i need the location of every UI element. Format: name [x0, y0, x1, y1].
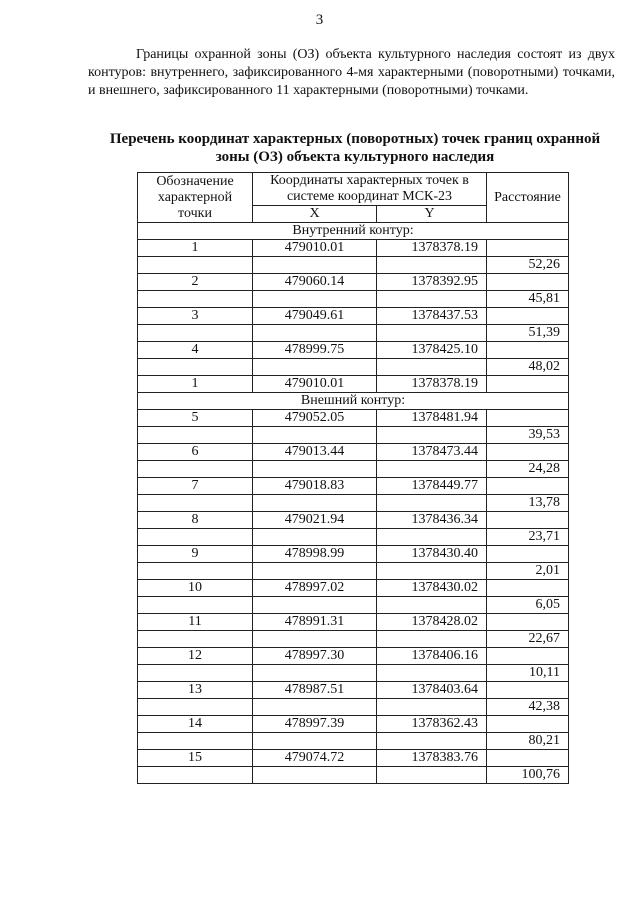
distance-row — [138, 597, 569, 614]
point-number: 8 — [138, 512, 253, 529]
empty-cell — [253, 495, 377, 512]
coord-y: 1378481.94 — [377, 410, 487, 427]
distance-value: 6,05 — [487, 597, 569, 614]
point-number: 11 — [138, 614, 253, 631]
point-number: 6 — [138, 444, 253, 461]
empty-cell — [377, 257, 487, 274]
point-row — [138, 682, 569, 699]
empty-cell — [253, 291, 377, 308]
distance-empty — [487, 444, 569, 461]
header-point: Обозначение характерной точки — [138, 173, 253, 223]
coord-x: 479010.01 — [253, 240, 377, 257]
distance-value: 100,76 — [487, 767, 569, 784]
distance-value: 42,38 — [487, 699, 569, 716]
distance-empty — [487, 478, 569, 495]
distance-empty — [487, 546, 569, 563]
empty-cell — [377, 665, 487, 682]
coord-y: 1378392.95 — [377, 274, 487, 291]
distance-empty — [487, 376, 569, 393]
coord-y: 1378425.10 — [377, 342, 487, 359]
coord-y: 1378362.43 — [377, 716, 487, 733]
point-row — [138, 478, 569, 495]
coord-y: 1378383.76 — [377, 750, 487, 767]
distance-row — [138, 359, 569, 376]
distance-row — [138, 699, 569, 716]
distance-row — [138, 631, 569, 648]
distance-empty — [487, 512, 569, 529]
point-row — [138, 716, 569, 733]
distance-row — [138, 563, 569, 580]
distance-empty — [487, 750, 569, 767]
empty-cell — [253, 461, 377, 478]
empty-cell — [377, 529, 487, 546]
coord-x: 478991.31 — [253, 614, 377, 631]
empty-cell — [138, 529, 253, 546]
point-number: 2 — [138, 274, 253, 291]
intro-text: Границы охранной зоны (ОЗ) объекта культурного наследия состоят из двух контуров: внутреннего, зафиксированного 4-мя характерными (поворотными) точками, и внешнего, зафиксированного 11 характерными (поворотными) точками. — [88, 47, 615, 98]
point-number: 3 — [138, 308, 253, 325]
coord-y: 1378473.44 — [377, 444, 487, 461]
distance-empty — [487, 342, 569, 359]
distance-value: 39,53 — [487, 427, 569, 444]
header-y: Y — [377, 206, 487, 223]
empty-cell — [253, 699, 377, 716]
empty-cell — [138, 427, 253, 444]
empty-cell — [377, 699, 487, 716]
distance-value: 24,28 — [487, 461, 569, 478]
distance-empty — [487, 274, 569, 291]
distance-empty — [487, 648, 569, 665]
distance-value: 45,81 — [487, 291, 569, 308]
section-title: Внешний контур: — [138, 393, 569, 410]
distance-empty — [487, 410, 569, 427]
empty-cell — [138, 495, 253, 512]
empty-cell — [377, 597, 487, 614]
coord-x: 479074.72 — [253, 750, 377, 767]
distance-value: 52,26 — [487, 257, 569, 274]
empty-cell — [138, 359, 253, 376]
empty-cell — [377, 733, 487, 750]
empty-cell — [377, 325, 487, 342]
distance-value: 48,02 — [487, 359, 569, 376]
point-number: 14 — [138, 716, 253, 733]
empty-cell — [377, 495, 487, 512]
distance-row — [138, 461, 569, 478]
distance-value: 2,01 — [487, 563, 569, 580]
distance-value: 80,21 — [487, 733, 569, 750]
coord-x: 478997.39 — [253, 716, 377, 733]
distance-row — [138, 427, 569, 444]
point-row — [138, 648, 569, 665]
empty-cell — [253, 257, 377, 274]
point-row — [138, 308, 569, 325]
point-number: 15 — [138, 750, 253, 767]
point-number: 12 — [138, 648, 253, 665]
empty-cell — [377, 291, 487, 308]
empty-cell — [138, 699, 253, 716]
coord-y: 1378428.02 — [377, 614, 487, 631]
empty-cell — [253, 359, 377, 376]
coord-x: 479021.94 — [253, 512, 377, 529]
table-header-row — [138, 173, 569, 206]
empty-cell — [253, 529, 377, 546]
point-row — [138, 376, 569, 393]
distance-value: 51,39 — [487, 325, 569, 342]
point-number: 5 — [138, 410, 253, 427]
distance-empty — [487, 580, 569, 597]
distance-row — [138, 291, 569, 308]
point-number: 1 — [138, 376, 253, 393]
coord-x: 479052.05 — [253, 410, 377, 427]
section-row — [138, 223, 569, 240]
empty-cell — [138, 597, 253, 614]
point-number: 1 — [138, 240, 253, 257]
empty-cell — [253, 427, 377, 444]
coord-x: 479018.83 — [253, 478, 377, 495]
empty-cell — [138, 291, 253, 308]
point-number: 7 — [138, 478, 253, 495]
point-row — [138, 512, 569, 529]
point-row — [138, 750, 569, 767]
intro-paragraph — [88, 46, 615, 100]
coord-y: 1378403.64 — [377, 682, 487, 699]
distance-row — [138, 733, 569, 750]
coord-x: 479010.01 — [253, 376, 377, 393]
header-x: X — [253, 206, 377, 223]
table-heading: Перечень координат характерных (поворотных) точек границ охранной зоны (ОЗ) объекта культурного наследия — [109, 131, 601, 165]
coord-y: 1378430.02 — [377, 580, 487, 597]
distance-empty — [487, 716, 569, 733]
coord-x: 479049.61 — [253, 308, 377, 325]
coordinates-table-body — [138, 173, 569, 784]
distance-empty — [487, 308, 569, 325]
header-distance: Расстояние — [487, 173, 569, 223]
distance-value: 13,78 — [487, 495, 569, 512]
distance-row — [138, 665, 569, 682]
empty-cell — [377, 359, 487, 376]
empty-cell — [253, 325, 377, 342]
point-row — [138, 444, 569, 461]
coord-y: 1378430.40 — [377, 546, 487, 563]
distance-value: 23,71 — [487, 529, 569, 546]
coord-x: 478999.75 — [253, 342, 377, 359]
coord-y: 1378406.16 — [377, 648, 487, 665]
coord-x: 478997.30 — [253, 648, 377, 665]
empty-cell — [138, 461, 253, 478]
empty-cell — [138, 563, 253, 580]
empty-cell — [138, 665, 253, 682]
empty-cell — [377, 461, 487, 478]
empty-cell — [253, 563, 377, 580]
empty-cell — [138, 631, 253, 648]
point-row — [138, 240, 569, 257]
point-row — [138, 580, 569, 597]
empty-cell — [138, 325, 253, 342]
coord-y: 1378378.19 — [377, 376, 487, 393]
point-row — [138, 614, 569, 631]
empty-cell — [377, 767, 487, 784]
distance-empty — [487, 682, 569, 699]
distance-value: 22,67 — [487, 631, 569, 648]
coord-x: 479013.44 — [253, 444, 377, 461]
distance-row — [138, 767, 569, 784]
coord-y: 1378378.19 — [377, 240, 487, 257]
section-row — [138, 393, 569, 410]
point-number: 10 — [138, 580, 253, 597]
page-number: 3 — [315, 12, 324, 28]
section-title: Внутренний контур: — [138, 223, 569, 240]
coord-x: 478987.51 — [253, 682, 377, 699]
distance-row — [138, 495, 569, 512]
empty-cell — [138, 733, 253, 750]
coord-y: 1378449.77 — [377, 478, 487, 495]
coord-y: 1378437.53 — [377, 308, 487, 325]
empty-cell — [253, 597, 377, 614]
distance-empty — [487, 614, 569, 631]
empty-cell — [377, 631, 487, 648]
empty-cell — [253, 665, 377, 682]
distance-row — [138, 257, 569, 274]
distance-row — [138, 325, 569, 342]
point-number: 13 — [138, 682, 253, 699]
distance-value: 10,11 — [487, 665, 569, 682]
point-row — [138, 410, 569, 427]
empty-cell — [253, 631, 377, 648]
empty-cell — [138, 257, 253, 274]
empty-cell — [138, 767, 253, 784]
coord-y: 1378436.34 — [377, 512, 487, 529]
empty-cell — [253, 733, 377, 750]
empty-cell — [253, 767, 377, 784]
point-row — [138, 546, 569, 563]
distance-empty — [487, 240, 569, 257]
header-coords: Координаты характерных точек в системе координат МСК-23 — [253, 173, 487, 206]
coord-x: 478998.99 — [253, 546, 377, 563]
empty-cell — [377, 427, 487, 444]
empty-cell — [377, 563, 487, 580]
coord-x: 478997.02 — [253, 580, 377, 597]
coordinates-table — [137, 172, 569, 784]
point-number: 4 — [138, 342, 253, 359]
point-number: 9 — [138, 546, 253, 563]
point-row — [138, 274, 569, 291]
coord-x: 479060.14 — [253, 274, 377, 291]
point-row — [138, 342, 569, 359]
distance-row — [138, 529, 569, 546]
